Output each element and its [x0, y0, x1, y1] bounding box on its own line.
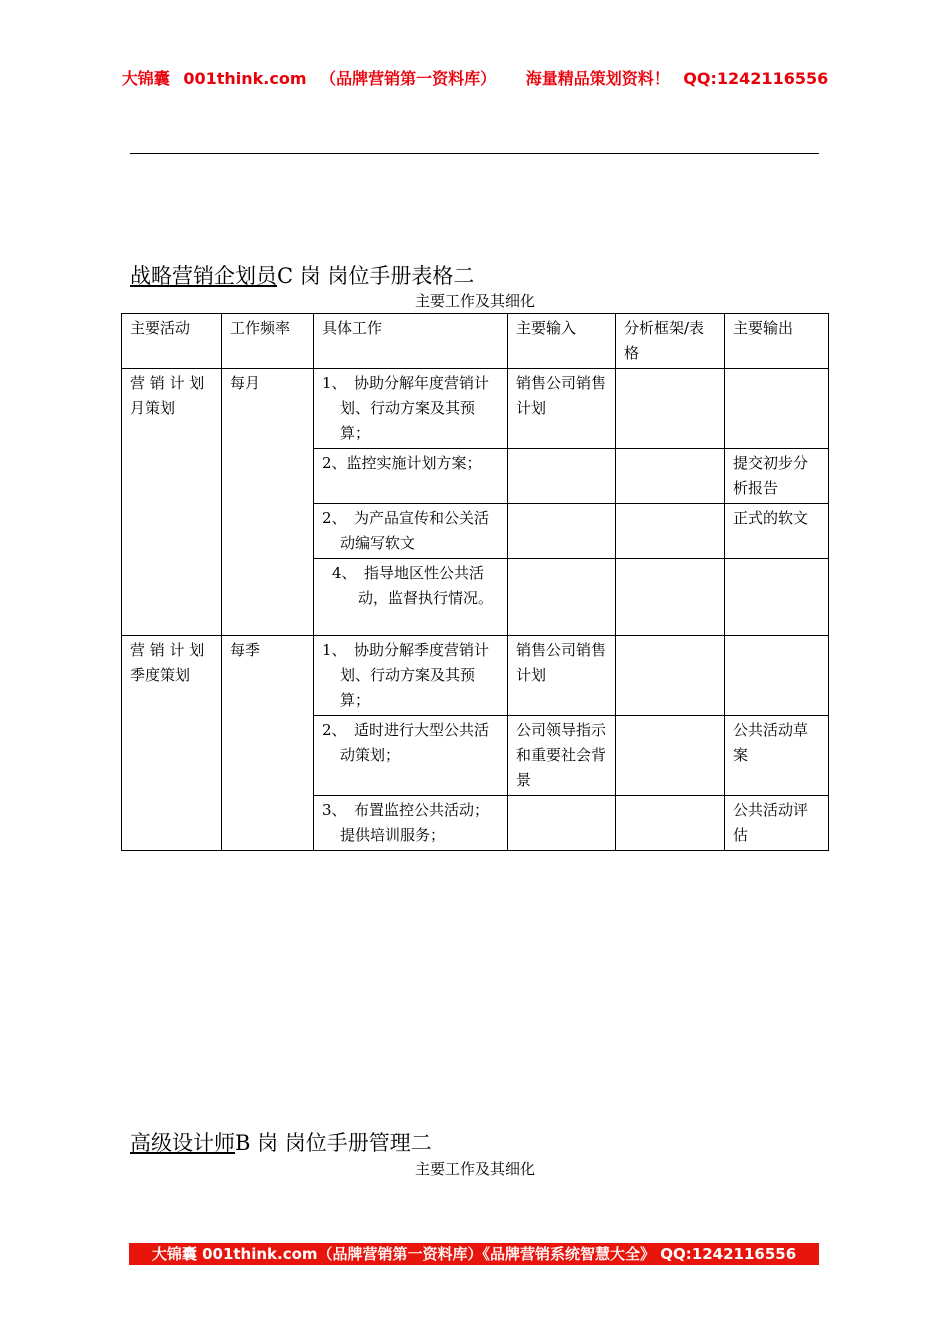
- task-cell: 4、 指导地区性公共活动，监督执行情况。: [314, 559, 508, 636]
- framework-cell: [616, 369, 725, 449]
- activity-cell: 营 销 计 划 季度策划: [122, 636, 222, 851]
- output-cell: [725, 559, 829, 636]
- output-cell: 正式的软文: [725, 504, 829, 559]
- output-cell: 公共活动草案: [725, 716, 829, 796]
- header-frequency: 工作频率: [222, 314, 314, 369]
- output-cell: [725, 636, 829, 716]
- input-cell: 销售公司销售计划: [508, 636, 616, 716]
- input-cell: [508, 449, 616, 504]
- section1-title-rest: C 岗 岗位手册表格二: [277, 264, 475, 288]
- task-cell: 3、 布置监控公共活动；提供培训服务；: [314, 796, 508, 851]
- task-cell: 2、监控实施计划方案；: [314, 449, 508, 504]
- output-cell: [725, 369, 829, 449]
- section1-title-role: 战略营销企划员: [130, 264, 277, 288]
- task-cell: 1、 协助分解年度营销计划、行动方案及其预算；: [314, 369, 508, 449]
- framework-cell: [616, 559, 725, 636]
- framework-cell: [616, 716, 725, 796]
- activity-cell: 营 销 计 划 月策划: [122, 369, 222, 636]
- header-divider: [130, 153, 819, 154]
- header-main-output: 主要输出: [725, 314, 829, 369]
- header-brand: 大锦囊: [121, 69, 170, 88]
- input-cell: [508, 504, 616, 559]
- input-cell: 公司领导指示和重要社会背景: [508, 716, 616, 796]
- section1-subtitle: 主要工作及其细化: [414, 292, 535, 310]
- header-site-link[interactable]: 001think.com: [183, 69, 307, 88]
- output-cell: 提交初步分析报告: [725, 449, 829, 504]
- frequency-cell: 每月: [222, 369, 314, 636]
- table-header-row: [122, 314, 829, 369]
- header-promo: 海量精品策划资料！: [525, 69, 670, 88]
- section2-title: [130, 1127, 432, 1157]
- task-cell: 2、 为产品宣传和公关活动编写软文: [314, 504, 508, 559]
- header-qq: QQ:1242116556: [683, 69, 829, 88]
- section2-title-role: 高级设计师: [130, 1131, 235, 1155]
- header-framework: 分析框架/表格: [616, 314, 725, 369]
- header-specific-work: 具体工作: [314, 314, 508, 369]
- duty-table: [121, 313, 829, 851]
- input-cell: [508, 559, 616, 636]
- input-cell: [508, 796, 616, 851]
- output-cell: 公共活动评估: [725, 796, 829, 851]
- header-main-input: 主要输入: [508, 314, 616, 369]
- table-row: [122, 369, 829, 449]
- header-tagline: （品牌营销第一资料库）: [320, 69, 497, 88]
- section2-title-rest: B 岗 岗位手册管理二: [235, 1131, 432, 1155]
- table-row: [122, 636, 829, 716]
- section2-subtitle: 主要工作及其细化: [414, 1160, 535, 1178]
- header-banner: [0, 66, 950, 89]
- section1-title: [130, 260, 474, 290]
- task-cell: 1、 协助分解季度营销计划、行动方案及其预算；: [314, 636, 508, 716]
- framework-cell: [616, 636, 725, 716]
- task-cell: 2、 适时进行大型公共活动策划；: [314, 716, 508, 796]
- input-cell: 销售公司销售计划: [508, 369, 616, 449]
- frequency-cell: 每季: [222, 636, 314, 851]
- header-main-activity: 主要活动: [122, 314, 222, 369]
- framework-cell: [616, 449, 725, 504]
- framework-cell: [616, 796, 725, 851]
- framework-cell: [616, 504, 725, 559]
- footer-banner: 大锦囊 001think.com（品牌营销第一资料库）《品牌营销系统智慧大全》 QQ:1242116556: [129, 1243, 819, 1265]
